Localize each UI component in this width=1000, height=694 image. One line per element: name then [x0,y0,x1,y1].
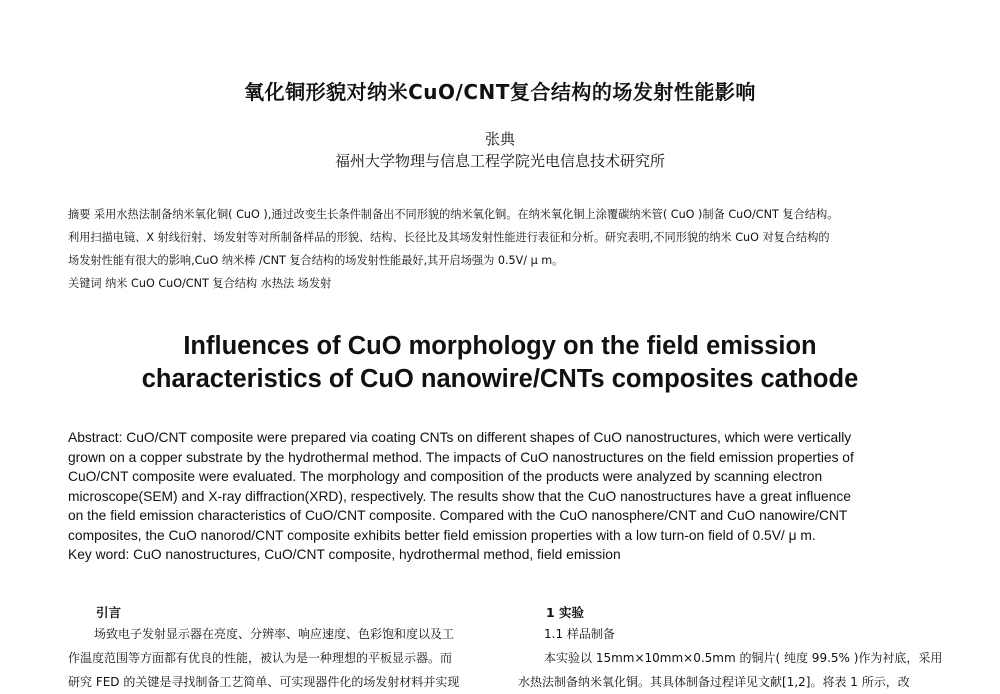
english-abstract-line: grown on a copper substrate by the hydrothermal method. The impacts of CuO nanostructures on the field emission properties of [68,449,854,465]
body-text-line: 水热法制备纳米氧化铜。其具体制备过程详见文献[1,2]。将表 1 所示，改 [518,675,910,689]
body-text-line: 作温度范围等方面都有优良的性能，被认为是一种理想的平板显示器。而 [68,651,453,665]
english-abstract [68,428,943,565]
english-abstract-line: on the field emission characteristics of CuO/CNT composite. Compared with the CuO nanosphere/CNT and CuO nanowire/CNT [68,508,848,523]
body-text-line: 本实验以 15mm×10mm×0.5mm 的铜片( 纯度 99.5% )作为衬底，采用 [544,651,943,665]
author-name: 张典 [484,130,515,148]
english-title [0,330,1000,396]
subsection-heading: 1.1 样品制备 [544,627,615,641]
chinese-abstract [68,203,940,295]
english-abstract-line: Abstract: CuO/CNT composite were prepared via coating CNTs on different shapes of CuO nanostructures, which were vertically [68,430,852,445]
english-abstract-line: microscope(SEM) and X-ray diffraction(XRD), respectively. The results show that the CuO nanostructures have a great influence [68,488,851,504]
body-text-line: 场致电子发射显示器在亮度、分辨率、响应速度、色彩饱和度以及工 [94,627,455,641]
chinese-abstract-line: 利用扫描电镜、X 射线衍射、场发射等对所制备样品的形貌、结构、长径比及其场发射性能进行表征和分析。研究表明,不同形貌的纳米 CuO 对复合结构的 [68,231,830,244]
english-title-line: characteristics of CuO nanowire/CNTs composites cathode [141,365,859,393]
chinese-abstract-line: 场发射性能有很大的影响,CuO 纳米棒 /CNT 复合结构的场发射性能最好,其开启场强为 0.5V/ μ m。 [68,254,564,267]
english-keywords: Key word: CuO nanostructures, CuO/CNT composite, hydrothermal method, field emission [68,547,621,562]
section-heading-introduction: 引言 [96,605,122,620]
chinese-abstract-line: 摘要 采用水热法制备纳米氧化铜( CuO ),通过改变生长条件制备出不同形貌的纳米氧化铜。在纳米氧化铜上涂覆碳纳米管( CuO )制备 CuO/CNT 复合结构。 [68,208,839,221]
section-heading-experiment: 1 实验 [546,605,585,620]
chinese-keywords: 关键词 纳米 CuO CuO/CNT 复合结构 水热法 场发射 [68,277,332,290]
body-text-line: 研究 FED 的关键是寻找制备工艺简单、可实现器件化的场发射材料并实现 [68,675,460,689]
chinese-title: 氧化铜形貌对纳米CuO/CNT复合结构的场发射性能影响 [244,80,756,104]
english-abstract-line: CuO/CNT composite were evaluated. The morphology and composition of the products were analyzed by scanning electron [68,469,823,484]
english-title-line: Influences of CuO morphology on the field emission [183,332,817,360]
english-abstract-line: composites, the CuO nanorod/CNT composite exhibits better field emission properties with a low turn-on field of 0.5V/ μ m. [68,527,816,543]
author-affiliation: 福州大学物理与信息工程学院光电信息技术研究所 [334,152,665,170]
